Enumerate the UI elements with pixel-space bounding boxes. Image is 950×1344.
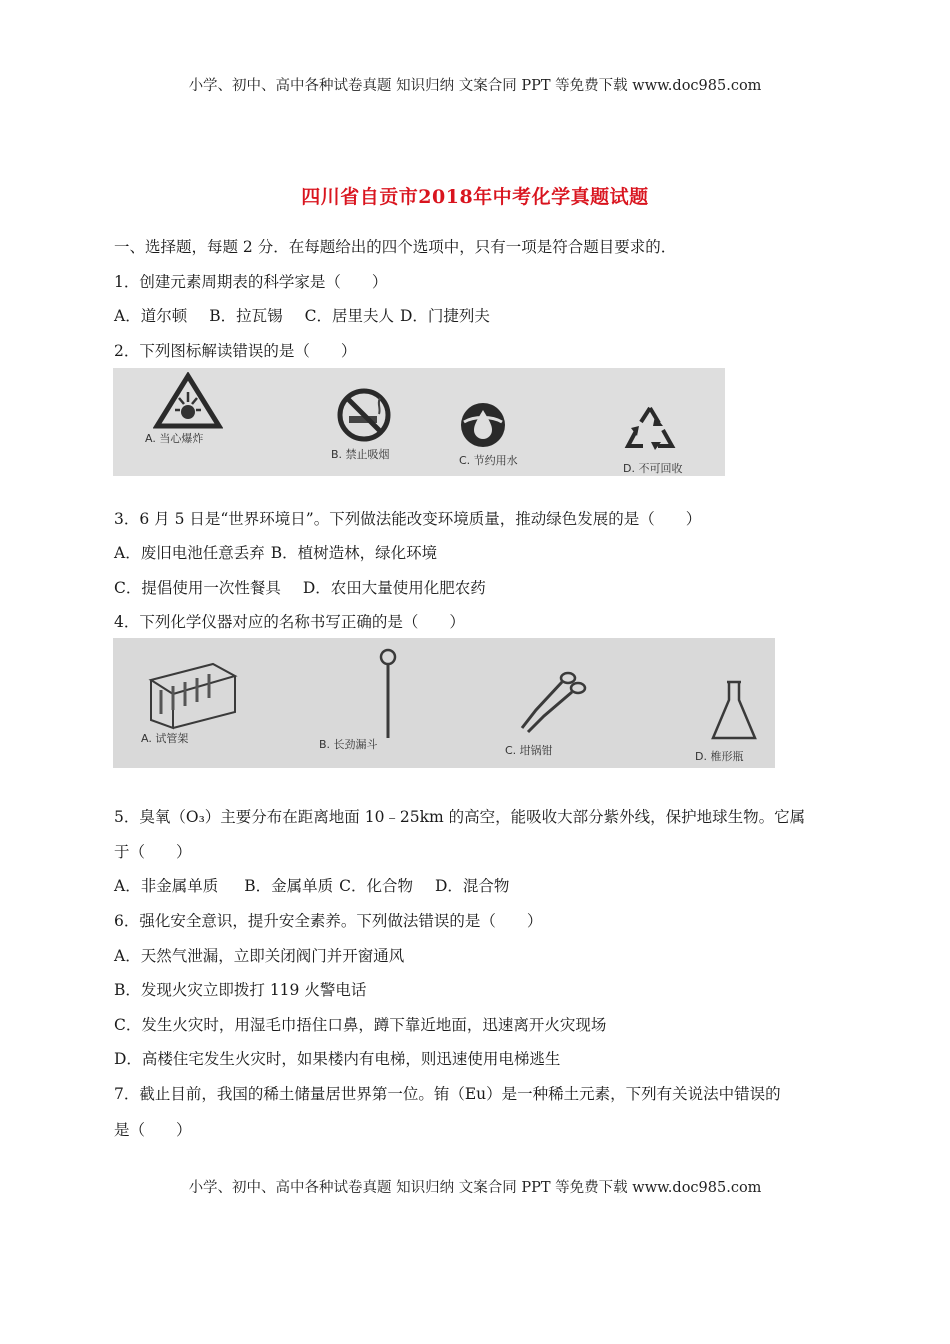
question-2-figure	[113, 368, 725, 476]
question-7-stem-line2: 是（ ）	[114, 1121, 192, 1139]
question-7-stem-line1: 7．截止目前，我国的稀土储量居世界第一位。铕（Eu）是一种稀土元素，下列有关说法中错误的	[114, 1085, 781, 1103]
question-2-stem: 2．下列图标解读错误的是（ ）	[114, 342, 357, 360]
explosion-warning-icon	[153, 372, 223, 430]
q3-option-c: C．提倡使用一次性餐具	[114, 579, 281, 597]
question-3-options-row2	[114, 576, 486, 598]
fig2-label-d: D. 不可回收	[623, 462, 683, 475]
question-5-options	[114, 874, 509, 896]
q6-option-b: B．发现火灾立即拨打 119 火警电话	[114, 981, 367, 999]
fig4-label-a: A. 试管架	[141, 732, 189, 745]
fig4-label-d: D. 椎形瓶	[695, 750, 744, 763]
q3-option-d: D．农田大量使用化肥农药	[302, 579, 486, 597]
q6-option-c: C．发生火灾时，用湿毛巾捂住口鼻，蹲下靠近地面，迅速离开火灾现场	[114, 1016, 607, 1034]
no-smoking-icon	[335, 386, 393, 444]
q1-option-b: B．拉瓦锡	[209, 307, 283, 325]
q5-option-b: B．金属单质	[244, 877, 334, 895]
q6-option-d: D．高楼住宅发生火灾时，如果楼内有电梯，则迅速使用电梯逃生	[114, 1050, 561, 1068]
fig2-label-b: B. 禁止吸烟	[331, 448, 390, 461]
long-neck-funnel-icon	[373, 648, 403, 740]
fig4-label-b: B. 长劲漏斗	[319, 738, 378, 751]
recycle-icon	[623, 404, 677, 454]
page-footer: 小学、初中、高中各种试卷真题 知识归纳 文案合同 PPT 等免费下载 www.doc985.com	[188, 1180, 762, 1196]
q1-option-d: D．门捷列夫	[399, 307, 490, 325]
q5-option-d: D．混合物	[434, 877, 510, 895]
test-tube-rack-icon	[143, 650, 243, 730]
fig2-label-a: A. 当心爆炸	[145, 432, 204, 445]
question-6-stem: 6．强化安全意识，提升安全素养。下列做法错误的是（ ）	[114, 912, 543, 930]
q3-option-b: B．植树造林，绿化环境	[270, 544, 438, 562]
section-instructions: 一、选择题，每题 2 分．在每题给出的四个选项中，只有一项是符合题目要求的．	[114, 238, 677, 256]
question-1-options	[114, 304, 490, 326]
q5-option-c: C．化合物	[339, 877, 413, 895]
q5-option-a: A．非金属单质	[114, 877, 219, 895]
fig4-label-c: C. 坩锅钳	[505, 744, 553, 757]
question-1-stem: 1．创建元素周期表的科学家是（ ）	[114, 273, 388, 291]
question-5-stem-line2: 于（ ）	[114, 843, 192, 861]
conical-flask-icon	[709, 678, 759, 742]
question-3-stem: 3．6 月 5 日是“世界环境日”。下列做法能改变环境质量，推动绿色发展的是（ ）	[114, 510, 702, 528]
fig2-label-c: C. 节约用水	[459, 454, 518, 467]
water-saving-icon	[458, 400, 508, 450]
question-4-figure	[113, 638, 775, 768]
q1-option-c: C．居里夫人	[304, 307, 394, 325]
q1-option-a: A．道尔顿	[114, 307, 188, 325]
question-5-stem-line1: 5．臭氧（O₃）主要分布在距离地面 10﹣25km 的高空，能吸收大部分紫外线，保护地球生物。它属	[114, 808, 806, 826]
page-header: 小学、初中、高中各种试卷真题 知识归纳 文案合同 PPT 等免费下载 www.doc985.com	[188, 78, 762, 94]
question-4-stem: 4．下列化学仪器对应的名称书写正确的是（ ）	[114, 613, 465, 631]
page-title: 四川省自贡市2018年中考化学真题试题	[301, 186, 649, 208]
q6-option-a: A．天然气泄漏，立即关闭阀门并开窗通风	[114, 947, 405, 965]
question-3-options-row1	[114, 541, 437, 563]
crucible-tongs-icon	[508, 666, 588, 736]
q3-option-a: A．废旧电池任意丢弃	[114, 544, 265, 562]
